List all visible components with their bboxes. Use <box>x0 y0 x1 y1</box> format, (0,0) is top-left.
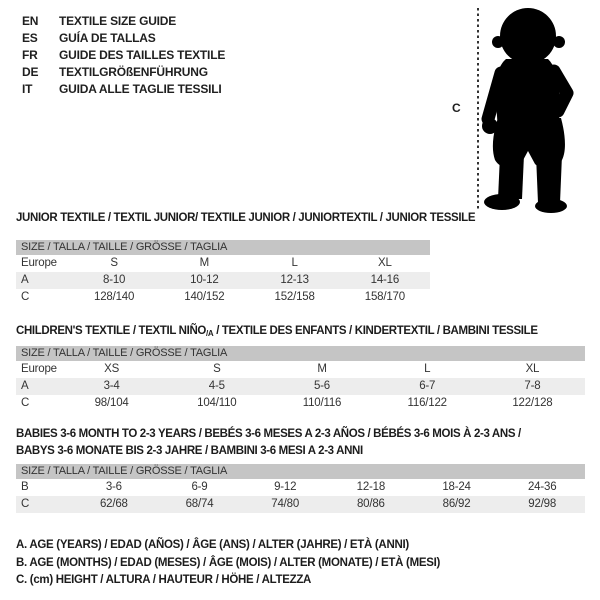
cell: M <box>199 257 210 269</box>
cell: 122/128 <box>512 397 553 409</box>
table-row <box>16 361 585 378</box>
row-label: B <box>21 481 29 493</box>
row-label: A <box>21 380 29 392</box>
cell: 104/110 <box>197 397 237 409</box>
junior-size-table <box>16 240 430 306</box>
title-part: / TEXTILE DES ENFANTS / KINDERTEXTIL / BAMBINI TESSILE <box>213 325 538 337</box>
cell: 68/74 <box>185 498 214 510</box>
legend-line-b: B. AGE (MONTHS) / EDAD (MESES) / ÂGE (MOIS) / ALTER (MONATE) / ETÀ (MESI) <box>16 556 441 569</box>
cell: 4-5 <box>208 380 225 392</box>
table-row <box>16 378 585 395</box>
junior-section-title: JUNIOR TEXTILE / TEXTIL JUNIOR/ TEXTILE JUNIOR / JUNIORTEXTIL / JUNIOR TESSILE <box>16 212 476 224</box>
table-row <box>16 289 430 306</box>
lang-label: GUÍA DE TALLAS <box>59 31 156 45</box>
lang-label: TEXTILE SIZE GUIDE <box>59 14 177 28</box>
cell: 110/116 <box>302 397 342 409</box>
cell: S <box>213 363 221 375</box>
cell: 8-10 <box>103 274 126 286</box>
cell: 140/152 <box>184 291 225 303</box>
cell: 12-13 <box>280 274 309 286</box>
cell: 7-8 <box>524 380 541 392</box>
cell: 98/104 <box>94 397 129 409</box>
childrens-size-table <box>16 346 585 412</box>
lang-code: ES <box>22 31 38 45</box>
lang-row-es <box>22 30 225 47</box>
cell: 86/92 <box>442 498 471 510</box>
measurement-legend <box>16 537 440 590</box>
title-line-1: BABIES 3-6 MONTH TO 2-3 YEARS / BEBÉS 3-6 MESES A 2-3 AÑOS / BÉBÉS 3-6 MOIS À 2-3 ANS / <box>16 428 521 440</box>
title-line-2: BABYS 3-6 MONATE BIS 2-3 JAHRE / BAMBINI 3-6 MESI A 2-3 ANNI <box>16 445 363 457</box>
size-header-band: SIZE / TALLA / TAILLE / GRÖSSE / TAGLIA <box>16 346 585 361</box>
row-label: A <box>21 274 29 286</box>
cell: 14-16 <box>370 274 400 286</box>
cell: 24-36 <box>527 481 557 493</box>
cell: 9-12 <box>274 481 297 493</box>
cell: M <box>317 363 327 375</box>
lang-row-it <box>22 81 225 98</box>
cell: 6-7 <box>419 380 436 392</box>
row-label: C <box>21 291 30 303</box>
cell: 3-6 <box>105 481 122 493</box>
table-row <box>16 395 585 412</box>
cell: 80/86 <box>356 498 385 510</box>
row-label: Europe <box>21 363 57 375</box>
table-row <box>16 496 585 513</box>
size-header-band: SIZE / TALLA / TAILLE / GRÖSSE / TAGLIA <box>16 240 430 255</box>
cell: 10-12 <box>190 274 219 286</box>
cell: XS <box>104 363 120 375</box>
lang-label: GUIDA ALLE TAGLIE TESSILI <box>59 82 222 96</box>
cell: S <box>110 257 118 269</box>
cell: 128/140 <box>94 291 135 303</box>
height-measure-label: C <box>452 101 461 115</box>
cell: 12-18 <box>356 481 386 493</box>
title-part: CHILDREN'S TEXTILE / TEXTIL NIÑO <box>16 325 207 337</box>
cell: 158/170 <box>364 291 405 303</box>
cell: 62/68 <box>99 498 128 510</box>
legend-line-c: C. (cm) HEIGHT / ALTURA / HAUTEUR / HÖHE / ALTEZZA <box>16 574 312 586</box>
cell: 5-6 <box>313 380 331 392</box>
title-subscript: /A <box>206 329 214 338</box>
cell: 74/80 <box>271 498 300 510</box>
lang-label: TEXTILGRÖßENFÜHRUNG <box>59 65 208 79</box>
cell: 3-4 <box>103 380 120 392</box>
lang-code: EN <box>22 14 39 28</box>
lang-label: GUIDE DES TAILLES TEXTILE <box>59 48 226 62</box>
cell: 18-24 <box>442 481 471 493</box>
cell: XL <box>525 363 540 375</box>
row-label: C <box>21 397 30 409</box>
table-row <box>16 255 430 272</box>
row-label: Europe <box>21 257 57 269</box>
babies-size-table <box>16 464 585 513</box>
row-label: C <box>21 498 30 510</box>
cell: L <box>424 363 431 375</box>
lang-row-en <box>22 13 225 30</box>
cell: 152/158 <box>274 291 315 303</box>
lang-code: DE <box>22 65 39 79</box>
lang-row-de <box>22 64 225 81</box>
cell: 6-9 <box>191 481 208 493</box>
lang-code: FR <box>22 48 38 62</box>
cell: 92/98 <box>528 498 557 510</box>
cell: L <box>291 257 298 269</box>
lang-code: IT <box>22 82 33 96</box>
toddler-silhouette-icon <box>470 5 600 215</box>
table-row <box>16 272 430 289</box>
cell: 116/122 <box>407 397 447 409</box>
table-row <box>16 479 585 496</box>
babies-section-title <box>16 426 521 460</box>
lang-row-fr <box>22 47 225 64</box>
size-header-band: SIZE / TALLA / TAILLE / GRÖSSE / TAGLIA <box>16 464 585 479</box>
language-title-list <box>22 13 225 98</box>
legend-line-a: A. AGE (YEARS) / EDAD (AÑOS) / ÂGE (ANS) / ALTER (JAHRE) / ETÀ (ANNI) <box>16 539 409 551</box>
cell: XL <box>378 257 392 269</box>
childrens-section-title <box>16 323 538 342</box>
